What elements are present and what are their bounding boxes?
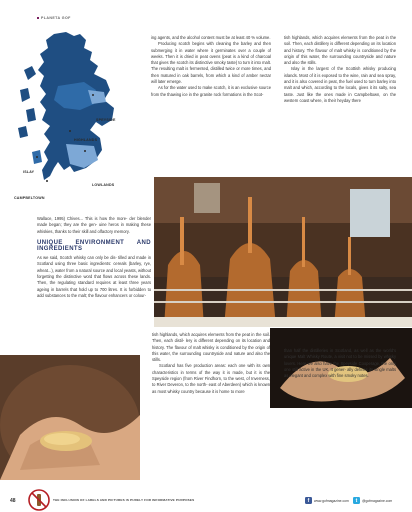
campbeltown-label: CAMPBELTOWN (14, 196, 45, 200)
twitter-icon: t (353, 497, 360, 504)
col2-paragraph-2: Producing scotch begins with cleaning the barley and then submerging it in water where it germinates over a couple of weeks. Then it is dried in peat ovens (peat is a kind of charcoal that gives the scotch its distinctive smoky taste) to turn it into malt. The resulting malt is fermented, distilled twice or more times, and then matured in oak barrels, from which a kind of amber nectar will later emerge. (151, 41, 271, 85)
col4-paragraph-2: Scotland has five production areas: each one with its own characteristics in terms of the way it is made, but it is the Speyside region (from River Findhorn, to the west, of Inverness, to River Deveron, to the north- east of Aberdeen) which is known as most whisky country because it is home to more (152, 363, 270, 394)
twitter-text: @gofmagazine.com (362, 498, 393, 503)
facebook-link[interactable] (305, 497, 349, 504)
islay-label: ISLAY (23, 170, 35, 174)
article-column-3 (284, 35, 396, 170)
distillery-stills-photo (154, 177, 412, 327)
scotland-map (14, 30, 122, 208)
page-number: 48 (10, 498, 16, 504)
section-heading: UNIQUE ENVIRONMENT AND INGREDIENTS (37, 239, 151, 253)
article-column-2 (151, 35, 271, 170)
lowlands-label: LOWLANDS (92, 183, 115, 187)
col5-paragraph-1: than half the distilleries in Scotland, as well as the world's unique Malt Whisky Route, a visit not to be missed by whisky lovers. Here we also have the Speyside Cooperage, the only one still active in the UK. It gener- ally defines its single malts as elegant and complex with fine smoky notes. (284, 348, 396, 379)
col2-paragraph-3: As for the water used to make scotch, it is an exclusive source from the thawing ice in the granite rock formations in the Scot- (151, 85, 271, 97)
col1-body-paragraph: As we said, Scotch whisky can only be dis- tilled and made in Scotland using three basic ingredients: cereals (barley, rye, wheat...), water from a natural source and local yeasts, without forgetting the distinctive word that flows across these lands. Then, the regulating standard requires at least three years ageing in barrels that hold up to 700 litres. It is forbidden to add substances to the malt; the flavour enhancers or colour- (37, 255, 151, 298)
page-footer (0, 486, 412, 512)
article-column-4 (152, 332, 270, 492)
facebook-icon: f (305, 497, 312, 504)
col3-paragraph-2: Islay in the largest of the Scottish whisky producing islands. Most of it is exposed to the wine, rain and sea spray, and it is also covered in peat, the fuel used to turn barley into malt and which, according to the locals, gives it its salty, sea taste. Just like the ones made in Campbeltown, on the western coast where, in their heyday there (284, 66, 396, 103)
article-column-5 (284, 348, 396, 498)
facebook-text: www.gofmagazine.com (314, 498, 349, 503)
col3-paragraph-1: tish highlands, which acquires elements from the peat in the soil. Then, each distillery is different depending on its location and history. The flavour of malt whisky is conditioned by the origin of this water, the surrounding countryside and nature and also the stills. (284, 35, 396, 66)
responsible-drinking-badge-icon (28, 489, 50, 511)
barley-hands-photo (0, 355, 140, 480)
speyside-label: SPEYSIDE (96, 118, 116, 122)
col1-lead-paragraph: Wallace, 1995) Chives... This is how the more- der blender made began; they are the gen- uine heros in making these whiskies, thanks to their skill and olfactory memory. (37, 216, 151, 234)
section-tag: PLANETA GOF (41, 16, 71, 20)
col4-paragraph-1: tish highlands, which acquires elements from the peat in the soil. Then, each distil- lery is different depending on its location and history. The flavour of malt whisky is conditioned by the origin of this water, the surrounding countryside and nature and also the stills. (152, 332, 270, 363)
highlands-label: HIGHLANDS (74, 138, 98, 142)
twitter-link[interactable] (353, 497, 392, 504)
col2-paragraph-1: ing agents, and the alcohol content must be at least 40 % volume. (151, 35, 271, 40)
footer-disclaimer: THE INCLUSION OF LABELS AND PICTURES IS PURELY FOR INFORMATIVE PURPOSES (53, 498, 195, 502)
